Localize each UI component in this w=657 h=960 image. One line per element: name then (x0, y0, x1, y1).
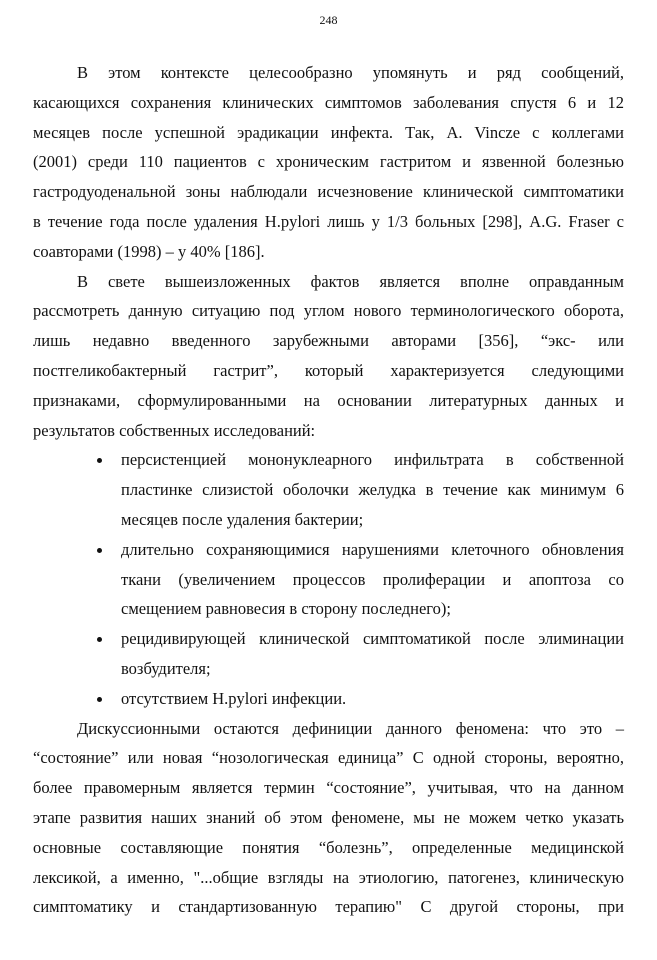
paragraph-1 (33, 58, 624, 267)
bullet-list (33, 445, 624, 713)
bullet-item (33, 624, 624, 684)
text-line: персистенцией мононуклеарного инфильтрата в собственной (121, 450, 624, 470)
bullet-item (33, 535, 624, 624)
body-text (33, 58, 624, 922)
text-line: лишь недавно введенного зарубежными авторами [356], “экс- или (33, 331, 624, 351)
text-line: результатов собственных исследований: (33, 420, 316, 440)
text-line: длительно сохраняющимися нарушениями клеточного обновления (121, 539, 624, 559)
bullet-item (33, 445, 624, 534)
text-line: месяцев после удаления бактерии; (121, 509, 364, 529)
text-line: смещением равновесия в сторону последнего); (121, 599, 451, 619)
text-line: признаками, сформулированными на основании литературных данных и (33, 390, 624, 410)
text-line: касающихся сохранения клинических симптомов заболевания спустя 6 и 12 (33, 92, 624, 112)
text-line: В этом контексте целесообразно упомянуть и ряд сообщений, (77, 63, 624, 82)
text-line: симптоматику и стандартизованную терапию" С другой стороны, при (33, 897, 624, 917)
bullet-icon (97, 458, 102, 463)
text-line: (2001) среди 110 пациентов с хроническим гастритом и язвенной болезнью (33, 152, 624, 172)
text-line: основные составляющие понятия “болезнь”, определенные медицинской (33, 837, 624, 857)
text-line: гастродуоденальной зоны наблюдали исчезновение клинической симптоматики (33, 182, 624, 202)
bullet-icon (97, 637, 102, 642)
text-line: месяцев после успешной эрадикации инфекта. Так, A. Vincze с коллегами (33, 122, 624, 142)
text-line: рецидивирующей клинической симптоматикой после элиминации (121, 629, 624, 649)
text-line: отсутствием H.pylori инфекции. (121, 688, 347, 708)
text-line: постгеликобактерный гастрит”, который характеризуется следующими (33, 360, 624, 380)
text-line: пластинке слизистой оболочки желудка в течение как минимум 6 (121, 480, 624, 500)
text-line: в течение года после удаления H.pylori лишь у 1/3 больных [298], A.G. Fraser с (33, 211, 624, 231)
paragraph-3 (33, 714, 624, 923)
text-line: лексикой, а именно, "...общие взгляды на этиологию, патогенез, клиническую (33, 867, 624, 887)
text-line: этапе развития наших знаний об этом феномене, мы не можем четко указать (33, 807, 624, 827)
text-line: В свете вышеизложенных фактов является вполне оправданным (77, 271, 624, 291)
paragraph-2 (33, 267, 624, 446)
text-line: более правомерным является термин “состояние”, учитывая, что на данном (33, 778, 624, 798)
bullet-icon (97, 548, 102, 553)
text-line: ткани (увеличением процессов пролиферации и апоптоза со (121, 569, 624, 589)
text-line: рассмотреть данную ситуацию под углом нового терминологического оборота, (33, 301, 624, 321)
text-line: соавторами (1998) – у 40% [186]. (33, 241, 265, 261)
text-line: “состояние” или новая “нозологическая единица” С одной стороны, вероятно, (33, 748, 624, 768)
page-number: 248 (319, 13, 338, 27)
bullet-item (33, 684, 624, 714)
bullet-icon (97, 697, 102, 702)
text-line: Дискуссионными остаются дефиниции данного феномена: что это – (77, 718, 624, 738)
text-line: возбудителя; (121, 658, 211, 678)
